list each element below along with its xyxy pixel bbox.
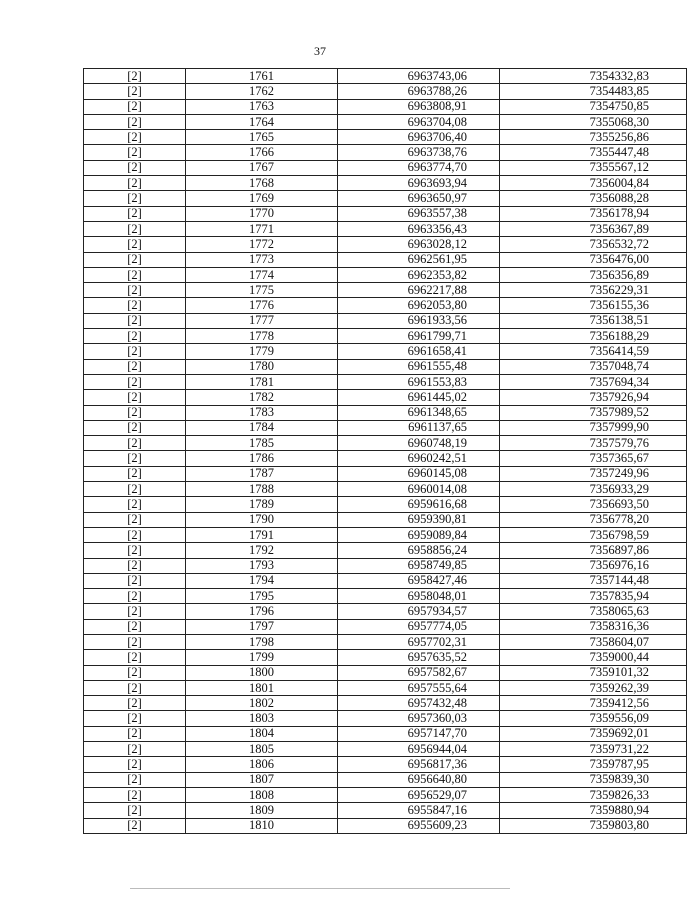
source-ref-cell: [2] bbox=[84, 344, 186, 359]
y-coordinate-cell: 7357989,52 bbox=[500, 405, 687, 420]
x-coordinate-cell: 6961555,48 bbox=[338, 359, 500, 374]
y-coordinate-cell: 7356178,94 bbox=[500, 206, 687, 221]
table-row bbox=[84, 374, 687, 389]
source-ref-cell: [2] bbox=[84, 390, 186, 405]
table-row bbox=[84, 772, 687, 787]
point-number-cell: 1774 bbox=[186, 267, 338, 282]
y-coordinate-cell: 7359787,95 bbox=[500, 757, 687, 772]
y-coordinate-cell: 7359412,56 bbox=[500, 696, 687, 711]
source-ref-cell: [2] bbox=[84, 130, 186, 145]
source-ref-cell: [2] bbox=[84, 772, 186, 787]
source-ref-cell: [2] bbox=[84, 742, 186, 757]
y-coordinate-cell: 7356897,86 bbox=[500, 543, 687, 558]
point-number-cell: 1763 bbox=[186, 99, 338, 114]
x-coordinate-cell: 6963557,38 bbox=[338, 206, 500, 221]
y-coordinate-cell: 7357365,67 bbox=[500, 451, 687, 466]
table-row bbox=[84, 680, 687, 695]
point-number-cell: 1809 bbox=[186, 803, 338, 818]
point-number-cell: 1798 bbox=[186, 634, 338, 649]
x-coordinate-cell: 6957774,05 bbox=[338, 619, 500, 634]
x-coordinate-cell: 6958048,01 bbox=[338, 589, 500, 604]
y-coordinate-cell: 7357048,74 bbox=[500, 359, 687, 374]
y-coordinate-cell: 7356004,84 bbox=[500, 176, 687, 191]
point-number-cell: 1803 bbox=[186, 711, 338, 726]
point-number-cell: 1773 bbox=[186, 252, 338, 267]
point-number-cell: 1794 bbox=[186, 573, 338, 588]
source-ref-cell: [2] bbox=[84, 711, 186, 726]
x-coordinate-cell: 6958856,24 bbox=[338, 543, 500, 558]
y-coordinate-cell: 7356414,59 bbox=[500, 344, 687, 359]
y-coordinate-cell: 7355567,12 bbox=[500, 160, 687, 175]
x-coordinate-cell: 6957702,31 bbox=[338, 634, 500, 649]
table-row bbox=[84, 298, 687, 313]
y-coordinate-cell: 7354483,85 bbox=[500, 84, 687, 99]
x-coordinate-cell: 6963706,40 bbox=[338, 130, 500, 145]
point-number-cell: 1765 bbox=[186, 130, 338, 145]
point-number-cell: 1777 bbox=[186, 313, 338, 328]
point-number-cell: 1789 bbox=[186, 497, 338, 512]
source-ref-cell: [2] bbox=[84, 466, 186, 481]
table-row bbox=[84, 313, 687, 328]
x-coordinate-cell: 6957934,57 bbox=[338, 604, 500, 619]
x-coordinate-cell: 6959616,68 bbox=[338, 497, 500, 512]
table-row bbox=[84, 757, 687, 772]
table-row bbox=[84, 527, 687, 542]
y-coordinate-cell: 7357835,94 bbox=[500, 589, 687, 604]
x-coordinate-cell: 6956944,04 bbox=[338, 742, 500, 757]
x-coordinate-cell: 6957582,67 bbox=[338, 665, 500, 680]
x-coordinate-cell: 6960748,19 bbox=[338, 436, 500, 451]
table-row bbox=[84, 436, 687, 451]
source-ref-cell: [2] bbox=[84, 267, 186, 282]
point-number-cell: 1785 bbox=[186, 436, 338, 451]
y-coordinate-cell: 7359803,80 bbox=[500, 818, 687, 833]
y-coordinate-cell: 7359731,22 bbox=[500, 742, 687, 757]
x-coordinate-cell: 6962053,80 bbox=[338, 298, 500, 313]
point-number-cell: 1766 bbox=[186, 145, 338, 160]
point-number-cell: 1791 bbox=[186, 527, 338, 542]
point-number-cell: 1762 bbox=[186, 84, 338, 99]
point-number-cell: 1787 bbox=[186, 466, 338, 481]
source-ref-cell: [2] bbox=[84, 436, 186, 451]
table-row bbox=[84, 191, 687, 206]
source-ref-cell: [2] bbox=[84, 558, 186, 573]
source-ref-cell: [2] bbox=[84, 114, 186, 129]
source-ref-cell: [2] bbox=[84, 420, 186, 435]
y-coordinate-cell: 7356532,72 bbox=[500, 237, 687, 252]
table-row bbox=[84, 390, 687, 405]
source-ref-cell: [2] bbox=[84, 573, 186, 588]
point-number-cell: 1788 bbox=[186, 482, 338, 497]
point-number-cell: 1783 bbox=[186, 405, 338, 420]
point-number-cell: 1792 bbox=[186, 543, 338, 558]
table-row bbox=[84, 84, 687, 99]
source-ref-cell: [2] bbox=[84, 589, 186, 604]
point-number-cell: 1768 bbox=[186, 176, 338, 191]
source-ref-cell: [2] bbox=[84, 497, 186, 512]
x-coordinate-cell: 6957432,48 bbox=[338, 696, 500, 711]
x-coordinate-cell: 6961348,65 bbox=[338, 405, 500, 420]
x-coordinate-cell: 6959089,84 bbox=[338, 527, 500, 542]
source-ref-cell: [2] bbox=[84, 252, 186, 267]
y-coordinate-cell: 7354750,85 bbox=[500, 99, 687, 114]
x-coordinate-cell: 6961445,02 bbox=[338, 390, 500, 405]
point-number-cell: 1775 bbox=[186, 283, 338, 298]
table-row bbox=[84, 711, 687, 726]
point-number-cell: 1795 bbox=[186, 589, 338, 604]
table-row bbox=[84, 160, 687, 175]
point-number-cell: 1796 bbox=[186, 604, 338, 619]
table-row bbox=[84, 634, 687, 649]
y-coordinate-cell: 7359880,94 bbox=[500, 803, 687, 818]
x-coordinate-cell: 6963028,12 bbox=[338, 237, 500, 252]
point-number-cell: 1807 bbox=[186, 772, 338, 787]
x-coordinate-cell: 6958427,46 bbox=[338, 573, 500, 588]
table-row bbox=[84, 589, 687, 604]
y-coordinate-cell: 7358065,63 bbox=[500, 604, 687, 619]
table-row bbox=[84, 206, 687, 221]
table-row bbox=[84, 145, 687, 160]
y-coordinate-cell: 7356933,29 bbox=[500, 482, 687, 497]
point-number-cell: 1780 bbox=[186, 359, 338, 374]
x-coordinate-cell: 6962217,88 bbox=[338, 283, 500, 298]
source-ref-cell: [2] bbox=[84, 650, 186, 665]
point-number-cell: 1790 bbox=[186, 512, 338, 527]
table-row bbox=[84, 114, 687, 129]
y-coordinate-cell: 7358316,36 bbox=[500, 619, 687, 634]
y-coordinate-cell: 7356367,89 bbox=[500, 221, 687, 236]
y-coordinate-cell: 7356155,36 bbox=[500, 298, 687, 313]
source-ref-cell: [2] bbox=[84, 84, 186, 99]
source-ref-cell: [2] bbox=[84, 237, 186, 252]
x-coordinate-cell: 6963743,06 bbox=[338, 69, 500, 84]
point-number-cell: 1771 bbox=[186, 221, 338, 236]
y-coordinate-cell: 7357999,90 bbox=[500, 420, 687, 435]
source-ref-cell: [2] bbox=[84, 405, 186, 420]
source-ref-cell: [2] bbox=[84, 803, 186, 818]
table-row bbox=[84, 466, 687, 481]
x-coordinate-cell: 6960242,51 bbox=[338, 451, 500, 466]
y-coordinate-cell: 7356229,31 bbox=[500, 283, 687, 298]
point-number-cell: 1799 bbox=[186, 650, 338, 665]
y-coordinate-cell: 7358604,07 bbox=[500, 634, 687, 649]
source-ref-cell: [2] bbox=[84, 634, 186, 649]
table-row bbox=[84, 726, 687, 741]
x-coordinate-cell: 6961799,71 bbox=[338, 329, 500, 344]
table-row bbox=[84, 237, 687, 252]
source-ref-cell: [2] bbox=[84, 726, 186, 741]
source-ref-cell: [2] bbox=[84, 451, 186, 466]
x-coordinate-cell: 6961553,83 bbox=[338, 374, 500, 389]
x-coordinate-cell: 6956529,07 bbox=[338, 787, 500, 802]
table-row bbox=[84, 99, 687, 114]
y-coordinate-cell: 7355447,48 bbox=[500, 145, 687, 160]
table-row bbox=[84, 420, 687, 435]
table-row bbox=[84, 451, 687, 466]
source-ref-cell: [2] bbox=[84, 619, 186, 634]
x-coordinate-cell: 6955609,23 bbox=[338, 818, 500, 833]
table-row bbox=[84, 267, 687, 282]
table-row bbox=[84, 512, 687, 527]
point-number-cell: 1784 bbox=[186, 420, 338, 435]
table-row bbox=[84, 803, 687, 818]
source-ref-cell: [2] bbox=[84, 527, 186, 542]
source-ref-cell: [2] bbox=[84, 313, 186, 328]
x-coordinate-cell: 6960014,08 bbox=[338, 482, 500, 497]
table-row bbox=[84, 787, 687, 802]
table-row bbox=[84, 252, 687, 267]
source-ref-cell: [2] bbox=[84, 665, 186, 680]
point-number-cell: 1810 bbox=[186, 818, 338, 833]
x-coordinate-cell: 6960145,08 bbox=[338, 466, 500, 481]
y-coordinate-cell: 7357694,34 bbox=[500, 374, 687, 389]
source-ref-cell: [2] bbox=[84, 359, 186, 374]
table-row bbox=[84, 650, 687, 665]
x-coordinate-cell: 6963738,76 bbox=[338, 145, 500, 160]
point-number-cell: 1778 bbox=[186, 329, 338, 344]
point-number-cell: 1802 bbox=[186, 696, 338, 711]
point-number-cell: 1797 bbox=[186, 619, 338, 634]
x-coordinate-cell: 6955847,16 bbox=[338, 803, 500, 818]
source-ref-cell: [2] bbox=[84, 69, 186, 84]
table-row bbox=[84, 176, 687, 191]
source-ref-cell: [2] bbox=[84, 543, 186, 558]
source-ref-cell: [2] bbox=[84, 787, 186, 802]
source-ref-cell: [2] bbox=[84, 680, 186, 695]
y-coordinate-cell: 7356188,29 bbox=[500, 329, 687, 344]
y-coordinate-cell: 7359262,39 bbox=[500, 680, 687, 695]
source-ref-cell: [2] bbox=[84, 283, 186, 298]
x-coordinate-cell: 6963356,43 bbox=[338, 221, 500, 236]
table-row bbox=[84, 359, 687, 374]
table-row bbox=[84, 818, 687, 833]
y-coordinate-cell: 7356088,28 bbox=[500, 191, 687, 206]
table-row bbox=[84, 221, 687, 236]
y-coordinate-cell: 7359692,01 bbox=[500, 726, 687, 741]
point-number-cell: 1767 bbox=[186, 160, 338, 175]
point-number-cell: 1776 bbox=[186, 298, 338, 313]
point-number-cell: 1781 bbox=[186, 374, 338, 389]
coordinates-table bbox=[83, 68, 687, 834]
table-row bbox=[84, 405, 687, 420]
source-ref-cell: [2] bbox=[84, 818, 186, 833]
x-coordinate-cell: 6961658,41 bbox=[338, 344, 500, 359]
y-coordinate-cell: 7356798,59 bbox=[500, 527, 687, 542]
y-coordinate-cell: 7359101,32 bbox=[500, 665, 687, 680]
y-coordinate-cell: 7356356,89 bbox=[500, 267, 687, 282]
y-coordinate-cell: 7359556,09 bbox=[500, 711, 687, 726]
table-row bbox=[84, 742, 687, 757]
y-coordinate-cell: 7357144,48 bbox=[500, 573, 687, 588]
table-row bbox=[84, 497, 687, 512]
point-number-cell: 1804 bbox=[186, 726, 338, 741]
x-coordinate-cell: 6957555,64 bbox=[338, 680, 500, 695]
table-row bbox=[84, 696, 687, 711]
table-row bbox=[84, 543, 687, 558]
point-number-cell: 1782 bbox=[186, 390, 338, 405]
table-row bbox=[84, 665, 687, 680]
y-coordinate-cell: 7356476,00 bbox=[500, 252, 687, 267]
table-row bbox=[84, 558, 687, 573]
point-number-cell: 1805 bbox=[186, 742, 338, 757]
source-ref-cell: [2] bbox=[84, 696, 186, 711]
point-number-cell: 1772 bbox=[186, 237, 338, 252]
point-number-cell: 1761 bbox=[186, 69, 338, 84]
source-ref-cell: [2] bbox=[84, 145, 186, 160]
coordinates-table-body bbox=[84, 69, 687, 834]
y-coordinate-cell: 7356976,16 bbox=[500, 558, 687, 573]
y-coordinate-cell: 7359826,33 bbox=[500, 787, 687, 802]
x-coordinate-cell: 6961933,56 bbox=[338, 313, 500, 328]
y-coordinate-cell: 7356138,51 bbox=[500, 313, 687, 328]
table-row bbox=[84, 69, 687, 84]
point-number-cell: 1770 bbox=[186, 206, 338, 221]
y-coordinate-cell: 7357249,96 bbox=[500, 466, 687, 481]
y-coordinate-cell: 7355256,86 bbox=[500, 130, 687, 145]
point-number-cell: 1801 bbox=[186, 680, 338, 695]
table-row bbox=[84, 344, 687, 359]
source-ref-cell: [2] bbox=[84, 604, 186, 619]
source-ref-cell: [2] bbox=[84, 206, 186, 221]
table-row bbox=[84, 283, 687, 298]
y-coordinate-cell: 7359839,30 bbox=[500, 772, 687, 787]
table-row bbox=[84, 604, 687, 619]
y-coordinate-cell: 7359000,44 bbox=[500, 650, 687, 665]
source-ref-cell: [2] bbox=[84, 99, 186, 114]
x-coordinate-cell: 6957360,03 bbox=[338, 711, 500, 726]
x-coordinate-cell: 6957635,52 bbox=[338, 650, 500, 665]
source-ref-cell: [2] bbox=[84, 374, 186, 389]
bottom-rule bbox=[130, 888, 510, 889]
x-coordinate-cell: 6963788,26 bbox=[338, 84, 500, 99]
x-coordinate-cell: 6962561,95 bbox=[338, 252, 500, 267]
x-coordinate-cell: 6962353,82 bbox=[338, 267, 500, 282]
y-coordinate-cell: 7357579,76 bbox=[500, 436, 687, 451]
table-row bbox=[84, 329, 687, 344]
point-number-cell: 1786 bbox=[186, 451, 338, 466]
point-number-cell: 1769 bbox=[186, 191, 338, 206]
source-ref-cell: [2] bbox=[84, 482, 186, 497]
source-ref-cell: [2] bbox=[84, 160, 186, 175]
x-coordinate-cell: 6963774,70 bbox=[338, 160, 500, 175]
y-coordinate-cell: 7356693,50 bbox=[500, 497, 687, 512]
source-ref-cell: [2] bbox=[84, 221, 186, 236]
x-coordinate-cell: 6963808,91 bbox=[338, 99, 500, 114]
x-coordinate-cell: 6957147,70 bbox=[338, 726, 500, 741]
x-coordinate-cell: 6956640,80 bbox=[338, 772, 500, 787]
x-coordinate-cell: 6959390,81 bbox=[338, 512, 500, 527]
source-ref-cell: [2] bbox=[84, 757, 186, 772]
x-coordinate-cell: 6963704,08 bbox=[338, 114, 500, 129]
point-number-cell: 1793 bbox=[186, 558, 338, 573]
x-coordinate-cell: 6963650,97 bbox=[338, 191, 500, 206]
x-coordinate-cell: 6961137,65 bbox=[338, 420, 500, 435]
point-number-cell: 1806 bbox=[186, 757, 338, 772]
y-coordinate-cell: 7354332,83 bbox=[500, 69, 687, 84]
page-number: 37 bbox=[314, 44, 326, 58]
y-coordinate-cell: 7355068,30 bbox=[500, 114, 687, 129]
point-number-cell: 1808 bbox=[186, 787, 338, 802]
source-ref-cell: [2] bbox=[84, 298, 186, 313]
x-coordinate-cell: 6956817,36 bbox=[338, 757, 500, 772]
source-ref-cell: [2] bbox=[84, 512, 186, 527]
point-number-cell: 1764 bbox=[186, 114, 338, 129]
point-number-cell: 1800 bbox=[186, 665, 338, 680]
x-coordinate-cell: 6963693,94 bbox=[338, 176, 500, 191]
y-coordinate-cell: 7357926,94 bbox=[500, 390, 687, 405]
x-coordinate-cell: 6958749,85 bbox=[338, 558, 500, 573]
point-number-cell: 1779 bbox=[186, 344, 338, 359]
y-coordinate-cell: 7356778,20 bbox=[500, 512, 687, 527]
source-ref-cell: [2] bbox=[84, 176, 186, 191]
source-ref-cell: [2] bbox=[84, 191, 186, 206]
table-row bbox=[84, 482, 687, 497]
source-ref-cell: [2] bbox=[84, 329, 186, 344]
table-row bbox=[84, 573, 687, 588]
table-row bbox=[84, 619, 687, 634]
table-row bbox=[84, 130, 687, 145]
